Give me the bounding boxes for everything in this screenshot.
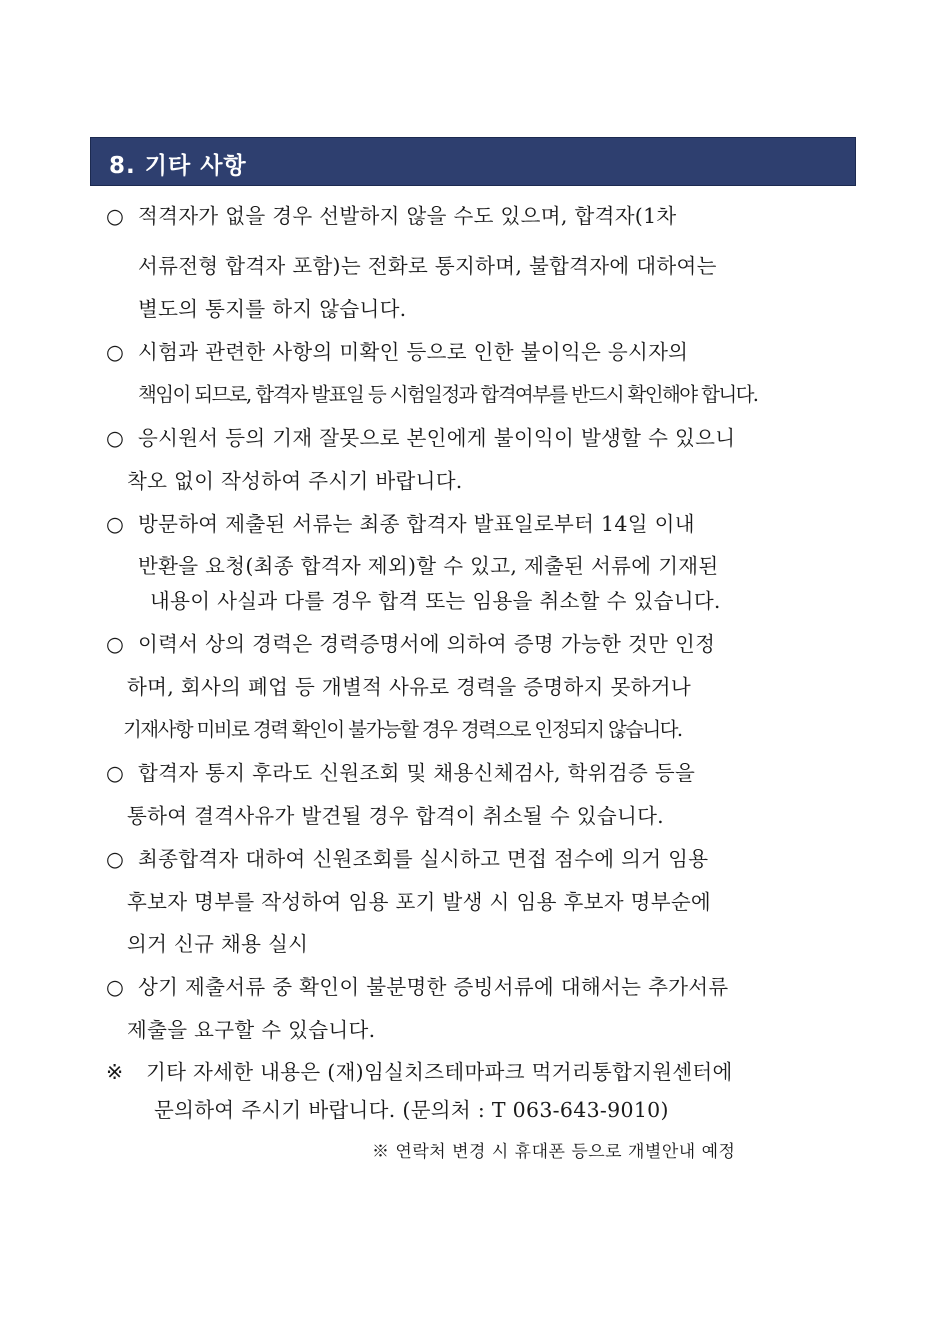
item-3-line-2: 착오 없이 작성하여 주시기 바랍니다. <box>127 469 463 493</box>
item-6-line-1: 합격자 통지 후라도 신원조회 및 채용신체검사, 학위검증 등을 <box>138 761 696 785</box>
item-3-line-1: 응시원서 등의 기재 잘못으로 본인에게 불이익이 발생할 수 있으니 <box>138 426 736 450</box>
bullet-icon: ○ <box>106 847 125 871</box>
bullet-icon: ○ <box>106 340 125 364</box>
bullet-icon: ○ <box>106 761 125 785</box>
item-4-line-1: 방문하여 제출된 서류는 최종 합격자 발표일로부터 14일 이내 <box>138 512 695 536</box>
item-2-line-2: 책임이 되므로, 합격자 발표일 등 시험일정과 합격여부를 반드시 확인해야 합니다. <box>138 383 758 406</box>
item-8-line-2: 제출을 요구할 수 있습니다. <box>127 1018 376 1042</box>
item-7-line-2: 후보자 명부를 작성하여 임용 포기 발생 시 임용 후보자 명부순에 <box>127 890 712 914</box>
item-7-line-1: 최종합격자 대하여 신원조회를 실시하고 면접 점수에 의거 임용 <box>138 847 709 871</box>
item-2-line-1: 시험과 관련한 사항의 미확인 등으로 인한 불이익은 응시자의 <box>138 340 689 364</box>
section-title: 8. 기타 사항 <box>109 153 247 179</box>
bullet-icon: ○ <box>106 512 125 536</box>
bullet-icon: ○ <box>106 975 125 999</box>
note-line-2: 문의하여 주시기 바랍니다. (문의처 : T 063-643-9010) <box>154 1098 669 1122</box>
contact-change-note: ※ 연락처 변경 시 휴대폰 등으로 개별안내 예정 <box>372 1142 736 1162</box>
bullet-icon: ○ <box>106 632 125 656</box>
item-5-line-1: 이력서 상의 경력은 경력증명서에 의하여 증명 가능한 것만 인정 <box>138 632 716 656</box>
item-5-line-3: 기재사항 미비로 경력 확인이 불가능할 경우 경력으로 인정되지 않습니다. <box>123 718 682 741</box>
bullet-icon: ○ <box>106 426 125 450</box>
item-4-line-2: 반환을 요청(최종 합격자 제외)할 수 있고, 제출된 서류에 기재된 <box>138 554 719 578</box>
item-8-line-1: 상기 제출서류 중 확인이 불분명한 증빙서류에 대해서는 추가서류 <box>138 975 729 999</box>
item-1-line-3: 별도의 통지를 하지 않습니다. <box>138 297 407 321</box>
item-4-line-3: 내용이 사실과 다를 경우 합격 또는 임용을 취소할 수 있습니다. <box>150 589 721 613</box>
item-7-line-3: 의거 신규 채용 실시 <box>127 932 309 956</box>
item-1-line-1: 적격자가 없을 경우 선발하지 않을 수도 있으며, 합격자(1차 <box>138 204 677 228</box>
note-line-1: 기타 자세한 내용은 (재)임실치즈테마파크 먹거리통합지원센터에 <box>146 1060 733 1084</box>
note-symbol: ※ <box>106 1060 124 1084</box>
item-6-line-2: 통하여 결격사유가 발견될 경우 합격이 취소될 수 있습니다. <box>127 804 665 828</box>
section-header <box>90 137 856 186</box>
bullet-icon: ○ <box>106 204 125 228</box>
item-1-line-2: 서류전형 합격자 포함)는 전화로 통지하며, 불합격자에 대하여는 <box>138 254 717 278</box>
item-5-line-2: 하며, 회사의 폐업 등 개별적 사유로 경력을 증명하지 못하거나 <box>127 675 691 699</box>
